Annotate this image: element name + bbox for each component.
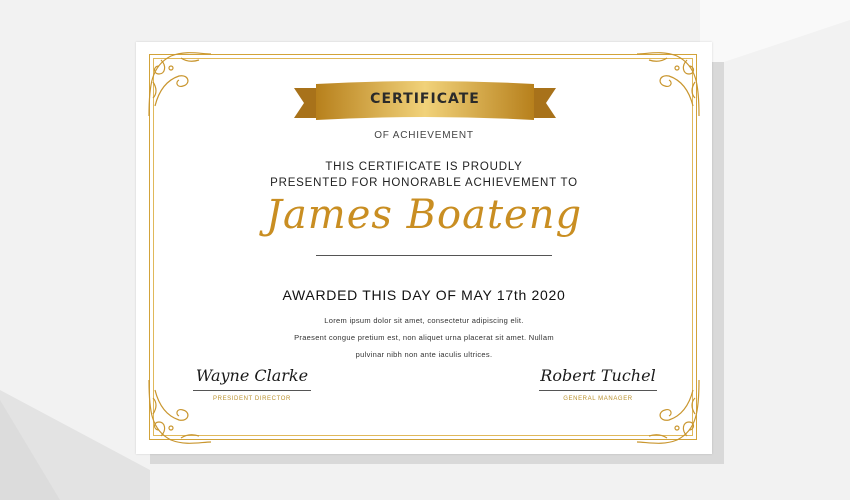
- awarded-date-line: AWARDED THIS DAY OF MAY 17th 2020: [282, 287, 566, 303]
- body-line: pulvinar nibh non ante iaculis ultrices.: [355, 350, 493, 359]
- signature-block-left: [192, 364, 312, 402]
- signature-line: [539, 390, 657, 391]
- body-text: [136, 312, 712, 363]
- presented-text: [136, 159, 712, 191]
- certificate-title: CERTIFICATE: [370, 91, 480, 107]
- corner-ornament-icon: [629, 46, 707, 124]
- body-line: Lorem ipsum dolor sit amet, consectetur adipiscing elit.: [324, 316, 524, 325]
- signature-block-right: [538, 364, 658, 402]
- signature-role: GENERAL MANAGER: [563, 396, 633, 402]
- signature-name: Robert Tuchel: [540, 366, 656, 385]
- recipient-name: James Boateng: [265, 192, 583, 238]
- recipient-underline: [316, 255, 552, 256]
- body-line: Praesent congue pretium est, non aliquet urna placerat sit amet. Nullam: [294, 333, 554, 342]
- signature-line: [193, 390, 311, 391]
- signature-name: Wayne Clarke: [195, 366, 309, 385]
- presented-line: PRESENTED FOR HONORABLE ACHIEVEMENT TO: [270, 177, 578, 189]
- signature-role: PRESIDENT DIRECTOR: [213, 396, 291, 402]
- certificate-card: [136, 42, 712, 454]
- corner-ornament-icon: [141, 46, 219, 124]
- certificate-subtitle: OF ACHIEVEMENT: [374, 130, 474, 141]
- presented-line: THIS CERTIFICATE IS PROUDLY: [325, 161, 523, 173]
